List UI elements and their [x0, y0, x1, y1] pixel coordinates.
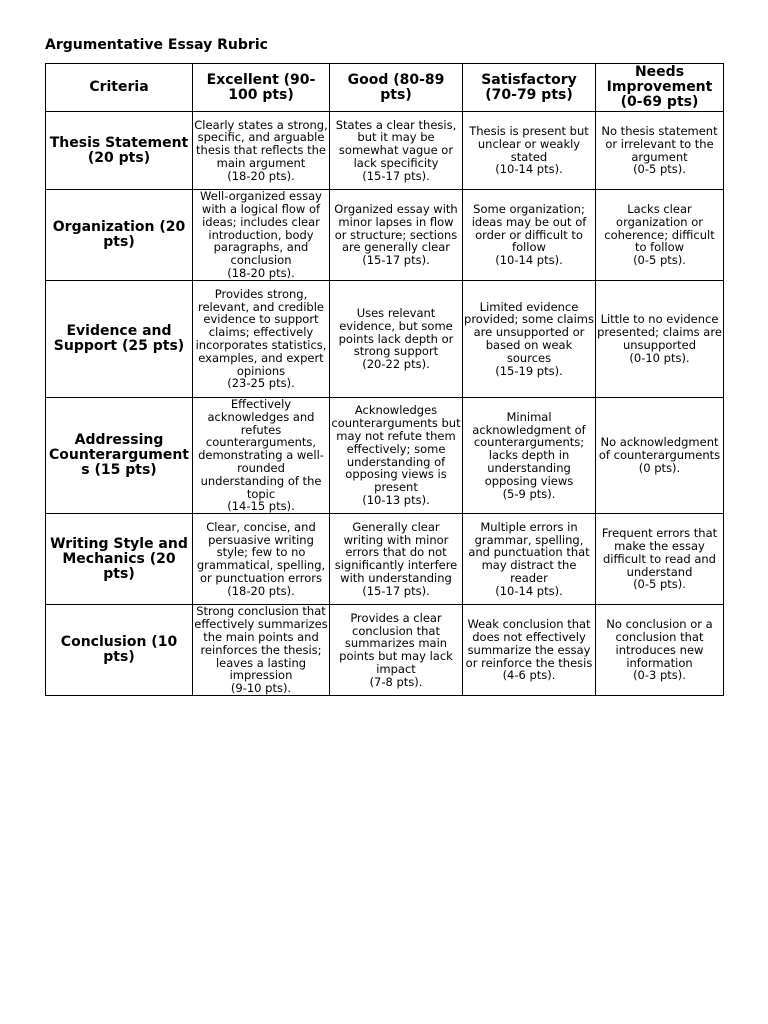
excellent-cell [193, 398, 330, 514]
cell-text: Acknowledges counterarguments but may not refute them effectively; some understanding of opposing views is present (10-13 pts). [331, 403, 461, 507]
satisfactory-cell [463, 112, 596, 190]
cell-text: No acknowledgment of counterarguments (0 pts). [598, 435, 721, 475]
header-satisfactory: Satisfactory (70-79 pts) [463, 64, 596, 112]
needs-improvement-cell [596, 112, 724, 190]
cell-text: Lacks clear organization or coherence; difficult to follow (0-5 pts). [604, 202, 715, 268]
cell-text: Frequent errors that make the essay difficult to read and understand (0-5 pts). [601, 526, 718, 592]
good-cell [330, 190, 463, 281]
table-row [46, 112, 724, 190]
cell-text: Weak conclusion that does not effectively summarize the essay or reinforce the thesis (4-6 pts). [465, 617, 593, 683]
needs-improvement-cell [596, 514, 724, 605]
document-title: Argumentative Essay Rubric [45, 37, 268, 53]
good-cell [330, 112, 463, 190]
cell-text: Multiple errors in grammar, spelling, and punctuation that may distract the reader (10-14 pts). [468, 519, 590, 598]
needs-improvement-cell [596, 281, 724, 398]
cell-text: Thesis is present but unclear or weakly stated (10-14 pts). [469, 123, 589, 177]
cell-text: Minimal acknowledgment of counterarguments; lacks depth in understanding opposing views (5-9 pts). [472, 409, 586, 501]
cell-text: Uses relevant evidence, but some points lack depth or strong support (20-22 pts). [338, 306, 454, 372]
cell-text: Clearly states a strong, specific, and arguable thesis that reflects the main argument (18-20 pts). [194, 117, 328, 183]
header-needs-improvement: Needs Improvement (0-69 pts) [596, 64, 724, 112]
satisfactory-cell [463, 190, 596, 281]
needs-improvement-cell [596, 398, 724, 514]
cell-text: Provides a clear conclusion that summarizes main points but may lack impact (7-8 pts). [339, 610, 453, 689]
table-row [46, 514, 724, 605]
good-cell [330, 514, 463, 605]
cell-text: No thesis statement or irrelevant to the argument (0-5 pts). [601, 123, 718, 177]
header-excellent: Excellent (90-100 pts) [193, 64, 330, 112]
cell-text: Clear, concise, and persuasive writing style; few to no grammatical, spelling, or punctuation errors (18-20 pts). [196, 519, 326, 598]
cell-text: Provides strong, relevant, and credible evidence to support claims; effectively incorporates statistics, examples, and expert opinions (23-25 pts). [195, 286, 327, 391]
cell-text: Little to no evidence presented; claims are unsupported (0-10 pts). [597, 312, 722, 365]
criteria-cell: Writing Style and Mechanics (20 pts) [46, 514, 193, 605]
criteria-cell: Organization (20 pts) [46, 190, 193, 281]
good-cell [330, 398, 463, 514]
excellent-cell [193, 112, 330, 190]
excellent-cell [193, 281, 330, 398]
criteria-cell: Conclusion (10 pts) [46, 605, 193, 696]
header-row [46, 64, 724, 112]
cell-text: Strong conclusion that effectively summarizes the main points and reinforces the thesis; leaves a lasting impression (9-10 pts). [194, 604, 328, 696]
cell-text: Well-organized essay with a logical flow of ideas; includes clear introduction, body paragraphs, and conclusion (18-20 pts). [200, 189, 322, 280]
cell-text: Some organization; ideas may be out of order or difficult to follow (10-14 pts). [471, 202, 587, 268]
satisfactory-cell [463, 281, 596, 398]
cell-text: Limited evidence provided; some claims are unsupported or based on weak sources (15-19 pts). [464, 299, 594, 378]
good-cell [330, 281, 463, 398]
cell-text: Organized essay with minor lapses in flow or structure; sections are generally clear (15-17 pts). [334, 202, 458, 268]
cell-text: Effectively acknowledges and refutes counterarguments, demonstrating a well-rounded understanding of the topic (14-15 pts). [198, 397, 324, 514]
needs-improvement-cell [596, 605, 724, 696]
excellent-cell [193, 514, 330, 605]
cell-text: Generally clear writing with minor errors that do not significantly interfere with understanding (15-17 pts). [334, 519, 458, 598]
satisfactory-cell [463, 398, 596, 514]
criteria-cell: Thesis Statement (20 pts) [46, 112, 193, 190]
satisfactory-cell [463, 514, 596, 605]
header-criteria: Criteria [46, 64, 193, 112]
excellent-cell [193, 605, 330, 696]
cell-text: No conclusion or a conclusion that introduces new information (0-3 pts). [606, 617, 713, 683]
header-good: Good (80-89 pts) [330, 64, 463, 112]
rubric-table [45, 63, 724, 696]
table-row [46, 398, 724, 514]
table-row [46, 281, 724, 398]
criteria-cell: Addressing Counterarguments (15 pts) [46, 398, 193, 514]
good-cell [330, 605, 463, 696]
criteria-cell: Evidence and Support (25 pts) [46, 281, 193, 398]
table-row [46, 190, 724, 281]
needs-improvement-cell [596, 190, 724, 281]
excellent-cell [193, 190, 330, 281]
table-row [46, 605, 724, 696]
satisfactory-cell [463, 605, 596, 696]
cell-text: States a clear thesis, but it may be somewhat vague or lack specificity (15-17 pts). [335, 117, 457, 183]
